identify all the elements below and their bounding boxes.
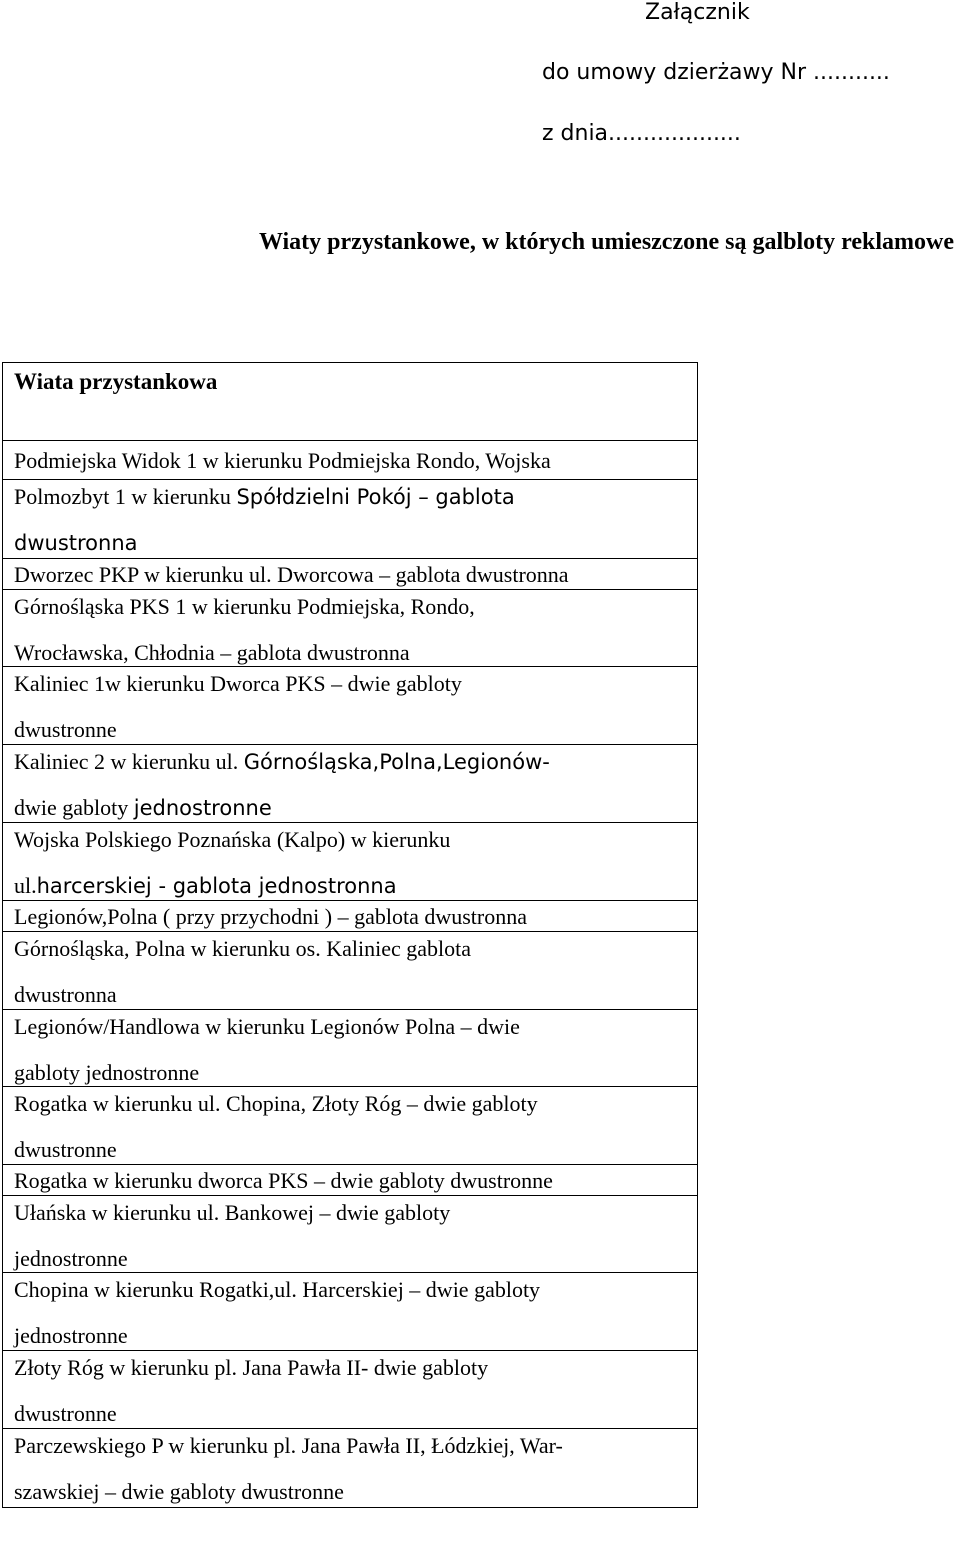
table-row (3, 667, 697, 745)
table-row (3, 1351, 697, 1429)
bus-shelter-table (2, 362, 698, 1508)
row-text-alt: dwustronna (14, 531, 138, 555)
row-line (14, 1165, 691, 1196)
row-text: Rogatka w kierunku dworca PKS – dwie gabloty dwustronne (14, 1168, 553, 1193)
row-text: jednostronne (14, 1246, 128, 1271)
row-line (14, 901, 691, 932)
row-line (14, 1397, 691, 1429)
row-text: Złoty Róg w kierunku pl. Jana Pawła II- dwie gabloty (14, 1355, 489, 1380)
row-line (14, 1196, 691, 1230)
row-line (14, 559, 691, 590)
table-row (3, 932, 697, 1010)
row-text: Ułańska w kierunku ul. Bankowej – dwie gabloty (14, 1200, 451, 1225)
row-text: gabloty jednostronne (14, 1060, 200, 1085)
row-line (14, 667, 691, 701)
row-line (14, 1319, 691, 1351)
row-line (14, 823, 691, 857)
row-text-alt: harcerskiej - gablota jednostronna (36, 874, 397, 898)
row-text: Kaliniec 2 w kierunku ul. (14, 749, 244, 774)
row-line (14, 932, 691, 966)
table-row (3, 1196, 697, 1273)
table-row (3, 441, 697, 480)
table-header: Wiata przystankowa (3, 363, 697, 441)
row-text: dwustronne (14, 717, 117, 742)
row-text: dwustronna (14, 982, 117, 1007)
row-text: dwie gabloty (14, 795, 134, 820)
row-text-alt: Spółdzielni Pokój – gablota (236, 485, 515, 509)
row-line (14, 636, 691, 667)
row-line (14, 443, 691, 479)
row-text: Parczewskiego P w kierunku pl. Jana Pawła II, Łódzkiej, War- (14, 1433, 563, 1458)
row-text: Dworzec PKP w kierunku ul. Dworcowa – gablota dwustronna (14, 562, 569, 587)
row-line (14, 1056, 691, 1087)
row-line (14, 1087, 691, 1121)
row-text: Rogatka w kierunku ul. Chopina, Złoty Róg – dwie gabloty (14, 1091, 538, 1116)
row-line (14, 978, 691, 1010)
row-text: Górnośląska PKS 1 w kierunku Podmiejska, Rondo, (14, 594, 475, 619)
row-text: Wojska Polskiego Poznańska (Kalpo) w kierunku (14, 827, 451, 852)
row-text: jednostronne (14, 1323, 128, 1348)
table-row (3, 823, 697, 901)
row-text: Legionów/Handlowa w kierunku Legionów Polna – dwie (14, 1014, 520, 1039)
row-text: Legionów,Polna ( przy przychodni ) – gablota dwustronna (14, 904, 528, 929)
row-text: ul. (14, 873, 37, 898)
table-row (3, 559, 697, 590)
row-line (14, 1351, 691, 1385)
attachment-date-line: z dnia................... (542, 121, 741, 146)
table-row (3, 1165, 697, 1196)
table-row (3, 1087, 697, 1165)
row-text: Podmiejska Widok 1 w kierunku Podmiejska Rondo, Wojska (14, 448, 551, 473)
document-title: Wiaty przystankowe, w których umieszczone są galbloty reklamowe (258, 229, 954, 255)
table-row (3, 1429, 697, 1507)
row-line (14, 869, 691, 901)
row-text: Chopina w kierunku Rogatki,ul. Harcerskiej – dwie gabloty (14, 1277, 541, 1302)
row-line (14, 526, 691, 559)
row-text: Polmozbyt 1 w kierunku (14, 484, 237, 509)
row-line (14, 1429, 691, 1463)
row-line (14, 1133, 691, 1165)
row-text-alt: Górnośląska,Polna,Legionów- (243, 750, 550, 774)
table-row (3, 1010, 697, 1087)
row-line (14, 590, 691, 624)
row-line (14, 1010, 691, 1044)
row-line (14, 745, 691, 779)
table-row (3, 480, 697, 559)
row-text: Kaliniec 1w kierunku Dworca PKS – dwie gabloty (14, 671, 462, 696)
table-body (3, 441, 697, 1507)
row-text: Górnośląska, Polna w kierunku os. Kaliniec gablota (14, 936, 472, 961)
row-line (14, 791, 691, 823)
row-line (14, 480, 691, 514)
row-text-alt: jednostronne (133, 796, 272, 820)
row-line (14, 713, 691, 745)
row-text: szawskiej – dwie gabloty dwustronne (14, 1479, 344, 1504)
row-line (14, 1273, 691, 1307)
row-text: dwustronne (14, 1137, 117, 1162)
attachment-title: Załącznik (645, 0, 750, 25)
table-row (3, 1273, 697, 1351)
table-row (3, 901, 697, 932)
row-text: Wrocławska, Chłodnia – gablota dwustronna (14, 640, 410, 665)
row-text: dwustronne (14, 1401, 117, 1426)
row-line (14, 1475, 691, 1507)
attachment-contract-line: do umowy dzierżawy Nr ........... (542, 60, 890, 85)
row-line (14, 1242, 691, 1273)
table-row (3, 590, 697, 667)
table-row (3, 745, 697, 823)
